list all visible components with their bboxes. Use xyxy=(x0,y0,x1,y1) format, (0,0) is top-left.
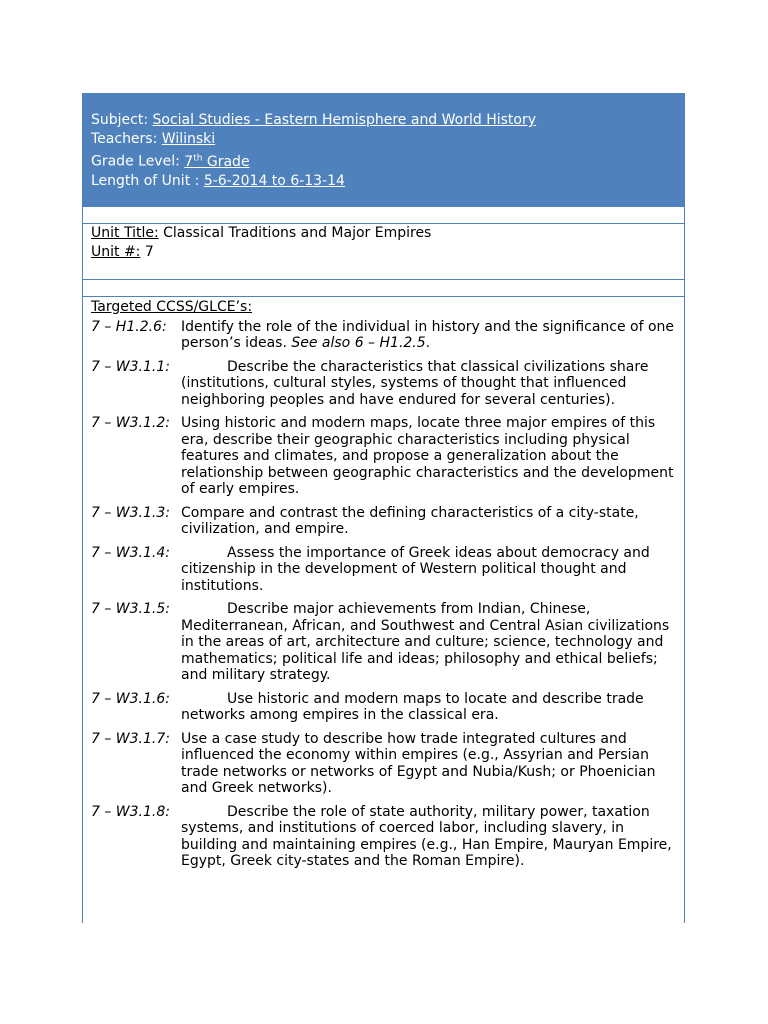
standard-item xyxy=(91,319,676,352)
standard-text: Use a case study to describe how trade integrated cultures and influenced the economy within empires (e.g., Assyrian and Persian trade networks or networks of Egypt and Nubia/Kush; or Phoenician and Greek networks). xyxy=(181,730,656,796)
teachers-value: Wilinski xyxy=(161,131,216,147)
standard-text: Using historic and modern maps, locate three major empires of this era, describe their geographic characteristics including physical features and climates, and propose a generalization about the relationship between geographic characteristics and the development of early empires. xyxy=(181,415,674,497)
unit-number-label: Unit #: xyxy=(91,244,141,260)
subject-label: Subject: xyxy=(91,112,149,128)
standard-text: Describe the role of state authority, military power, taxation systems, and institutions of coerced labor, including slavery, in building and maintaining empires (e.g., Han Empire, Mauryan Empire, Egypt, Greek city-states and the Roman Empire). xyxy=(181,803,672,869)
standard-code: 7 – W3.1.1: xyxy=(91,358,170,375)
grade-value xyxy=(184,154,249,170)
unit-info xyxy=(83,224,684,280)
standard-text: Describe the characteristics that classical civilizations share (institutions, cultural styles, systems of thought that influenced neighboring peoples and have endured for several centuries). xyxy=(181,358,649,408)
standard-code: 7 – W3.1.5: xyxy=(91,601,170,617)
standard-item xyxy=(91,601,676,684)
standard-text: Describe major achievements from Indian, Chinese, Mediterranean, African, and Southwest and Central Asian civilizations in the areas of art, architecture and culture; science, technology and mathematics; political life and ideas; philosophy and ethical beliefs; and military strategy. xyxy=(181,601,670,683)
unit-number-row xyxy=(91,243,676,262)
unit-header xyxy=(83,93,684,207)
grade-label: Grade Level: xyxy=(91,153,180,170)
teachers-row xyxy=(91,130,676,149)
standard-item xyxy=(91,359,676,409)
unit-title-row xyxy=(91,224,676,243)
standard-item xyxy=(91,545,676,595)
standard-item xyxy=(91,691,676,724)
standard-note: See also 6 – H1.2.5 xyxy=(291,335,426,351)
unit-title-value: Classical Traditions and Major Empires xyxy=(163,225,432,241)
grade-number: 7 xyxy=(184,153,194,170)
teachers-label: Teachers: xyxy=(91,131,158,147)
standard-item xyxy=(91,505,676,538)
standard-text: Use historic and modern maps to locate and describe trade networks among empires in the classical era. xyxy=(181,690,644,723)
standard-text: Compare and contrast the defining characteristics of a city-state, civilization, and empire. xyxy=(181,504,639,537)
spacer-row xyxy=(83,207,684,224)
standard-code: 7 – W3.1.3: xyxy=(91,504,170,521)
length-label: Length of Unit : xyxy=(91,172,200,189)
standard-item xyxy=(91,804,676,870)
unit-number-value: 7 xyxy=(144,244,154,260)
standard-item xyxy=(91,731,676,797)
grade-word: Grade xyxy=(202,153,250,170)
grade-suffix: th xyxy=(193,153,203,163)
standard-code: 7 – W3.1.7: xyxy=(91,730,170,747)
standard-code: 7 – W3.1.2: xyxy=(91,415,170,431)
unit-title-label: Unit Title: xyxy=(91,225,159,241)
targets-heading: Targeted CCSS/GLCE’s: xyxy=(91,299,253,315)
standard-code: 7 – W3.1.4: xyxy=(91,544,170,561)
unit-plan-document xyxy=(82,93,685,923)
standard-item xyxy=(91,415,676,498)
standard-text: Assess the importance of Greek ideas about democracy and citizenship in the development of Western political thought and institutions. xyxy=(181,544,650,594)
standard-code: 7 – W3.1.8: xyxy=(91,803,170,820)
subject-row xyxy=(91,111,676,130)
standards-list xyxy=(91,319,676,870)
length-value: 5-6-2014 to 6-13-14 xyxy=(203,172,345,189)
spacer-row-2 xyxy=(83,280,684,297)
grade-row xyxy=(91,149,676,172)
standard-text: Identify the role of the individual in history and the significance of one person’s ideas. See also 6 – H1.2.5. xyxy=(181,318,675,351)
targeted-standards xyxy=(83,297,684,870)
subject-value: Social Studies - Eastern Hemisphere and World History xyxy=(152,112,537,128)
length-row xyxy=(91,172,676,191)
standard-code: 7 – H1.2.6: xyxy=(91,318,167,335)
standard-code: 7 – W3.1.6: xyxy=(91,690,170,707)
